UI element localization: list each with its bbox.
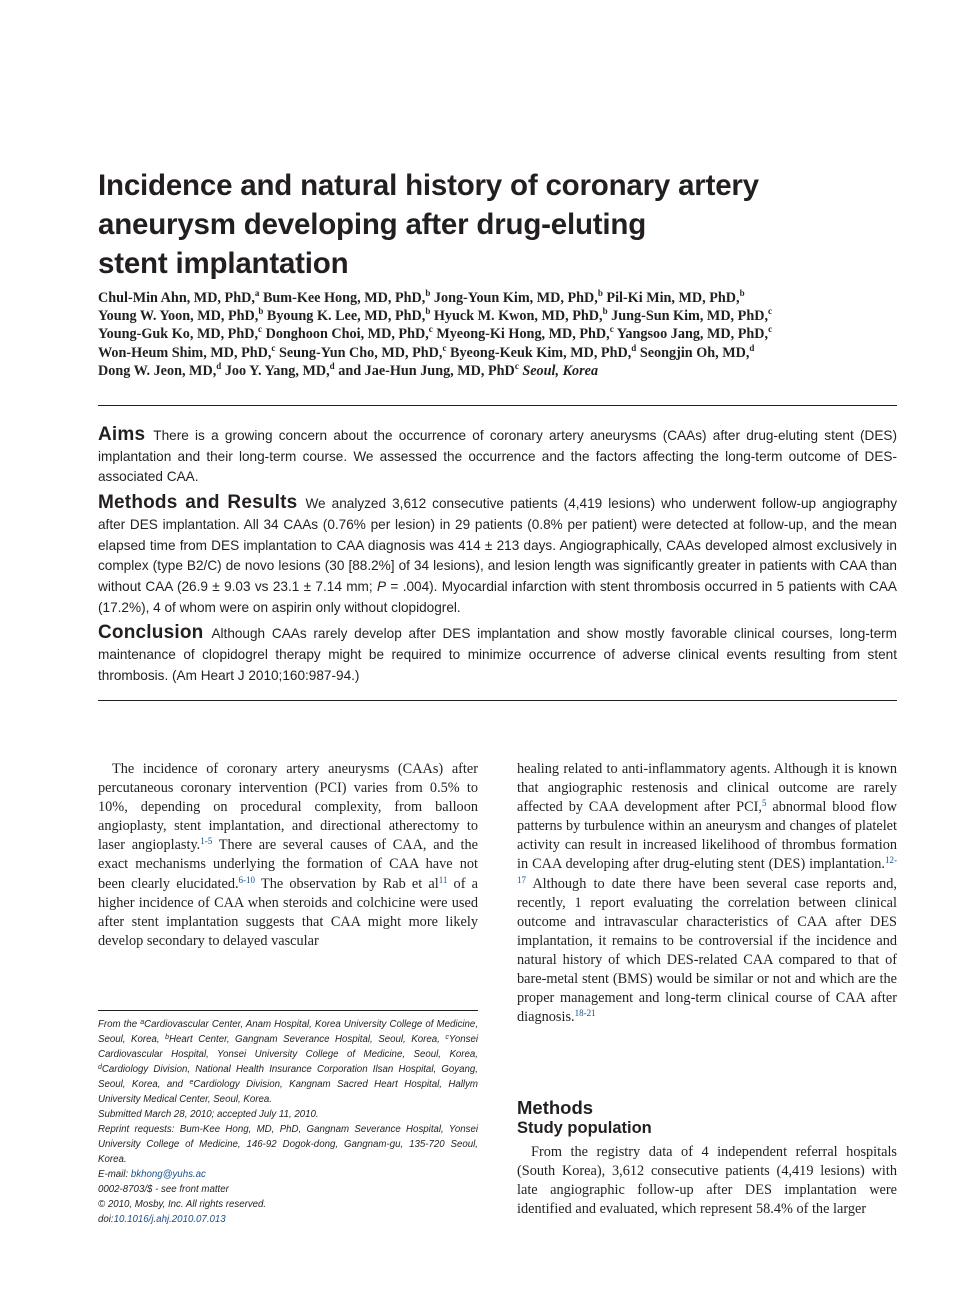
author: Jung-Sun Kim, MD, PhD, (611, 308, 769, 325)
author-line (98, 289, 898, 307)
methods-body (517, 1143, 897, 1219)
author: Joo Y. Yang, MD, (224, 362, 330, 379)
author-affiliation-mark: b (425, 288, 431, 298)
affiliation: Yonsei Cardiovascular Hospital, Yonsei University College of Medicine, Seoul, Korea, (98, 1034, 478, 1060)
body-text: healing related to anti-inflammatory agents. Although it is known that angiographic restenosis and clinical outcome are rarely affected by CAA development after PCI, (517, 761, 897, 816)
author-affiliation-mark: b (739, 288, 745, 298)
author: Seung-Yun Cho, MD, PhD, (278, 344, 443, 361)
abstract-aims (98, 425, 897, 488)
author-line (98, 362, 898, 380)
abstract-heading: Conclusion (98, 622, 204, 644)
abstract-text: = .004). Myocardial infarction with stent thrombosis occurred in 5 patients with CAA (17.2%), 4 of whom were on aspirin only without clopidogrel. (98, 578, 898, 615)
affiliation: Cardiology Division, National Health Insurance Corporation Ilsan Hospital, Goyang, Seoul, Korea, and (98, 1064, 478, 1090)
affiliation-mark: c (445, 1034, 449, 1041)
author-affiliation-mark: c (428, 324, 433, 335)
author-affiliation-mark: c (271, 342, 276, 353)
abstract-text: There is a growing concern about the occurrence of coronary artery aneurysms (CAAs) after drug-eluting stent (DES) implantation and their long-term course. We assessed the occurrence and the factors affecting the long-term outcome of DES-associated CAA. (98, 428, 897, 485)
affiliation: Heart Center, Gangnam Severance Hospital, Seoul, Korea, (169, 1034, 446, 1045)
author: Bum-Kee Hong, MD, PhD, (262, 290, 426, 306)
email-label: E-mail: (98, 1169, 131, 1180)
citation-link[interactable]: 12-17 (517, 855, 897, 885)
author-list (98, 289, 898, 380)
abstract-text: Although CAAs rarely develop after DES implantation and show mostly favorable clinical courses, long-term maintenance of clopidogrel therapy might be required to minimize occurrence of adverse clinical events resulting from stent thrombosis. (Am Heart J 2010;160:987-94.) (98, 626, 897, 683)
author-affiliation-mark: c (609, 324, 614, 335)
affiliation: Cardiovascular Center, Anam Hospital, Korea University College of Medicine, Seoul, Korea, (98, 1019, 479, 1045)
author-affiliation-mark: c (514, 360, 519, 371)
body-column-right (517, 760, 897, 1027)
author: Chul-Min Ahn, MD, PhD, (98, 290, 255, 306)
abstract-text: We analyzed 3,612 consecutive patients (4,419 lesions) who underwent follow-up angiography after DES implantation. All 34 CAAs (0.76% per lesion) in 29 patients (0.8% per patient) were detected at follow-up, and the mean elapsed time from DES implantation to CAA diagnosis was 414 ± 213 days. Angiographically, CAAs developed almost exclusively in complex (type B2/C) de novo lesions (30 [88.2%] of 34 lesions), and lesion length was significantly greater in patients with CAA than without CAA (26.9 ± 9.03 vs 23.1 ± 7.14 mm; (98, 496, 897, 594)
copyright-line: © 2010, Mosby, Inc. All rights reserved. (98, 1199, 267, 1210)
author-affiliation-mark: d (749, 342, 755, 353)
affiliation-mark: b (165, 1034, 170, 1041)
citation-link[interactable]: 5 (761, 798, 767, 809)
body-text: The observation by Rab et al (255, 875, 439, 892)
author-affiliation-mark: b (597, 288, 603, 298)
author: Pil-Ki Min, MD, PhD, (606, 290, 740, 306)
author: Byeong-Keuk Kim, MD, PhD, (449, 344, 632, 361)
author-affiliation-mark: b (602, 306, 608, 317)
affiliation: Cardiology Division, Kangnam Sacred Heart Hospital, Hallym University Medical Center, Seoul, Korea. (98, 1079, 479, 1105)
doi-line (98, 1212, 478, 1227)
body-paragraph (98, 760, 478, 951)
author: Myeong-Ki Hong, MD, PhD, (436, 326, 610, 343)
author-affiliation-mark: b (258, 306, 264, 317)
author-affiliation-mark: c (442, 342, 447, 353)
body-paragraph: From the registry data of 4 independent referral hospitals (South Korea), 3,612 consecutive patients (4,419 lesions) with late angiographic follow-up after DES implantation were identified and evaluated, which represent 58.4% of the larger (517, 1144, 897, 1218)
doi-link[interactable]: 10.1016/j.ahj.2010.07.013 (113, 1214, 226, 1225)
email-link[interactable]: bkhong@yuhs.ac (130, 1169, 206, 1180)
abstract-heading: Methods and Results (98, 492, 298, 514)
abstract-bottom-rule (98, 700, 897, 701)
title-line: aneurysm developing after drug-eluting (98, 208, 647, 241)
doi-label: doi: (98, 1214, 114, 1225)
affiliation-mark: e (189, 1079, 194, 1086)
affiliation-mark: d (98, 1064, 102, 1071)
affiliations (98, 1017, 478, 1107)
abstract-conclusion (98, 623, 897, 686)
abstract-methods (98, 493, 897, 618)
affiliation-mark: a (140, 1019, 145, 1026)
title-line: Incidence and natural history of coronary artery (98, 169, 759, 202)
abstract-heading: Aims (98, 424, 146, 445)
author: Byoung K. Lee, MD, PhD, (266, 308, 426, 325)
author-line (98, 307, 898, 325)
author-affiliation-mark: c (258, 324, 263, 335)
p-value-symbol: P (377, 578, 387, 594)
body-text: Although to date there have been several case reports and, recently, 1 report evaluating the correlation between clinical outcome and intravascular characteristics of CAA after DES implantation, it remains to be controversial if the incidence and natural history of which DES-related CAA compared to that of bare-metal stent (BMS) would be similar or not and which are the proper management and long-term clinical course of CAA after diagnosis. (517, 875, 897, 1026)
body-text: The incidence of coronary artery aneurysms (CAAs) after percutaneous coronary intervention (PCI) varies from 0.5% to 10%, depending on procedural complexity, from balloon angioplasty, stent implantation, and directional atherectomy to laser angioplasty. (98, 761, 478, 854)
citation-link[interactable]: 6-10 (238, 874, 256, 885)
author: Dong W. Jeon, MD, (98, 362, 217, 379)
author: Young W. Yoon, MD, PhD, (98, 308, 259, 325)
author-affiliation-mark: d (216, 360, 222, 371)
author: Seongjin Oh, MD, (639, 344, 750, 361)
author-affiliation-mark: a (254, 288, 260, 298)
author: Young-Guk Ko, MD, PhD, (98, 326, 259, 343)
citation-link[interactable]: 11 (438, 874, 448, 885)
author: Donghoon Choi, MD, PhD, (265, 326, 429, 343)
author-location: Seoul, Korea (522, 362, 599, 379)
footnotes (98, 1017, 478, 1227)
title-line: stent implantation (98, 247, 349, 280)
author-affiliation-mark: b (425, 306, 431, 317)
author-line (98, 325, 898, 343)
body-text: There are several causes of CAA, and the exact mechanisms underlying the formation of CAA have not been clearly elucidated. (98, 837, 479, 892)
subsection-heading-study-population: Study population (517, 1119, 652, 1137)
author-affiliation-mark: c (768, 324, 773, 335)
reprint-requests: Reprint requests: Bum-Kee Hong, MD, PhD, Gangnam Severance Hospital, Yonsei University College of Medicine, 146-92 Dogok-dong, Gangnam-gu, 135-720 Seoul, Korea. (98, 1124, 478, 1165)
body-column-left (98, 760, 478, 951)
author-affiliation-mark: d (329, 360, 335, 371)
citation-link[interactable]: 1-5 (200, 836, 213, 847)
citation-link[interactable]: 18-21 (574, 1008, 596, 1019)
issn-line: 0002-8703/$ - see front matter (98, 1184, 229, 1195)
author-line (98, 344, 898, 362)
abstract (98, 425, 897, 691)
author-affiliation-mark: c (768, 306, 773, 317)
abstract-top-rule (98, 405, 897, 406)
section-heading-methods: Methods (517, 1097, 594, 1118)
author: Jong-Youn Kim, MD, PhD, (433, 290, 598, 306)
author: Yangsoo Jang, MD, PhD, (616, 326, 769, 343)
footnote-rule (98, 1010, 478, 1011)
author: Won-Heum Shim, MD, PhD, (98, 344, 272, 361)
author: and Jae-Hun Jung, MD, PhD (338, 362, 515, 379)
article-title (98, 166, 858, 283)
body-text: abnormal blood flow patterns by turbulence within an aneurysm and changes of platelet activity can result in increased likelihood of thrombus formation in CAA developing after drug-eluting stent (DES) implantation. (517, 799, 897, 873)
email-line (98, 1167, 478, 1182)
body-paragraph (517, 760, 897, 1027)
author-affiliation-mark: d (631, 342, 637, 353)
submitted-dates: Submitted March 28, 2010; accepted July 11, 2010. (98, 1109, 319, 1120)
affiliation-prefix: From the (98, 1019, 141, 1030)
author: Hyuck M. Kwon, MD, PhD, (433, 308, 603, 325)
body-text: of a higher incidence of CAA when steroids and colchicine were used after stent implantation suggests that CAA might more likely develop secondary to delayed vascular (98, 875, 478, 949)
